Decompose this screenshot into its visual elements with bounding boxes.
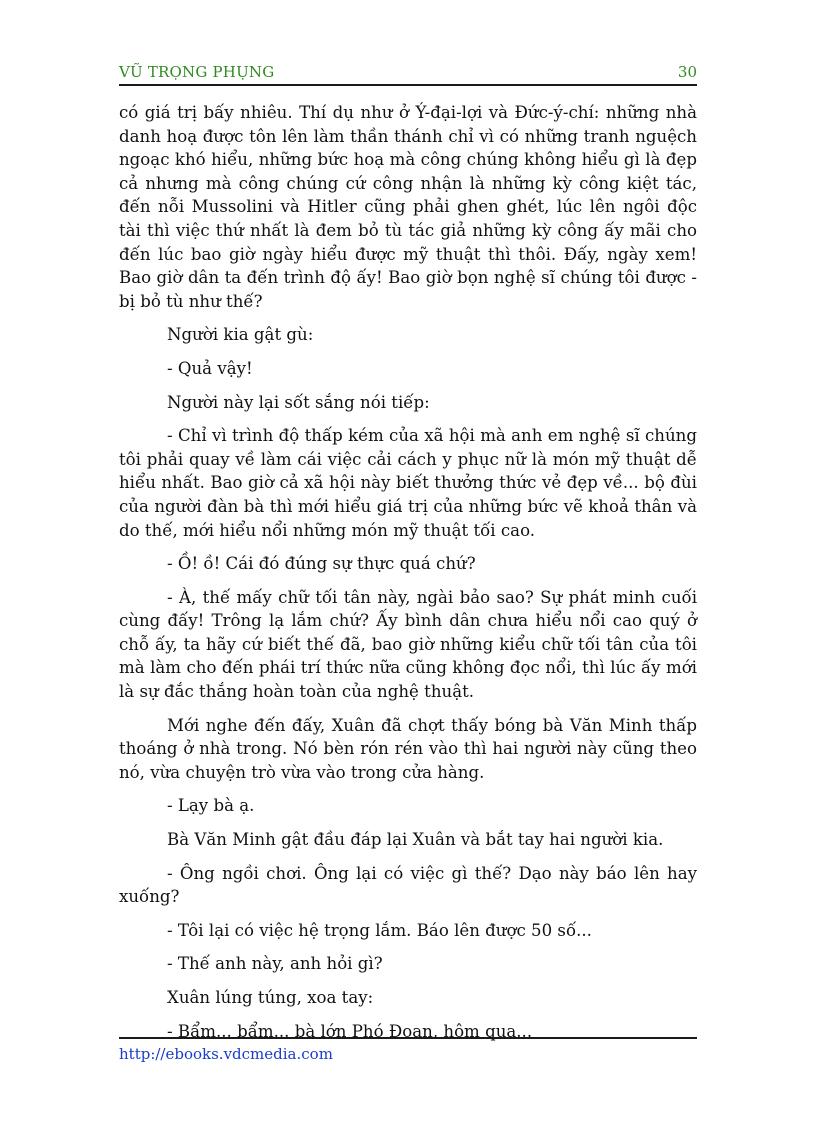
page-header [119,60,697,86]
page-footer [119,1037,697,1063]
body-text [119,101,697,1053]
paragraph: Người này lại sốt sắng nói tiếp: [167,392,430,412]
paragraph: - Thế anh này, anh hỏi gì? [167,954,383,974]
paragraph: - Tôi lại có việc hệ trọng lắm. Báo lên được 50 số... [167,920,592,940]
page-number: 30 [677,63,697,81]
paragraph: Xuân lúng túng, xoa tay: [167,988,374,1007]
paragraph: Người kia gật gù: [167,325,314,345]
paragraph: có giá trị bấy nhiêu. Thí dụ như ở Ý-đại-lợi và Đức-ý-chí: những nhà danh hoạ được tôn lên làm thần thánh chỉ vì có những tranh nguệch ngoạc khó hiểu, những bức hoạ mà công chúng không hiểu gì là đẹp cả nhưng mà công chúng cứ công nhận là những kỳ công kiệt tác, đến nỗi Mussolini và Hitler cũng phải ghen ghét, lúc lên ngôi độc tài thì việc thứ nhất là đem bỏ tù tác giả những kỳ công ấy mãi cho đến lúc bao giờ ngày hiểu được mỹ thuật thì thôi. Đấy, ngày xem! Bao giờ dân ta đến trình độ ấy! Bao giờ bọn nghệ sĩ chúng tôi được - bị bỏ tù như thế? [119,103,697,311]
paragraph: - Lạy bà ạ. [167,796,255,816]
paragraph: - Chỉ vì trình độ thấp kém của xã hội mà anh em nghệ sĩ chúng tôi phải quay về làm cái việc cải cách y phục nữ là món mỹ thuật dễ hiểu nhất. Bao giờ cả xã hội này biết thưởng thức vẻ đẹp về... bộ đùi của người đàn bà thì mới hiểu giá trị của những bức vẽ khoả thân và do thế, mới hiểu nổi những món mỹ thuật tối cao. [119,426,697,540]
running-title: VŨ TRỌNG PHỤNG [119,63,275,81]
footer-link[interactable]: http://ebooks.vdcmedia.com [119,1045,333,1063]
paragraph: - À, thế mấy chữ tối tân này, ngài bảo sao? Sự phát minh cuối cùng đấy! Trông lạ lắm chứ? Ấy bình dân chưa hiểu nổi cao quý ở chỗ ấy, ta hãy cứ biết thế đã, bao giờ những kiểu chữ tối tân của tôi mà làm cho đến phái trí thức nữa cũng không đọc nổi, thì lúc ấy mới là sự đắc thắng hoàn toàn của nghệ thuật. [119,587,697,702]
paragraph: - Ồ! ồ! Cái đó đúng sự thực quá chứ? [167,554,476,574]
paragraph: - Bẩm... bẩm... bà lớn Phó Đoan, hôm qua... [167,1021,533,1041]
paragraph: - Quả vậy! [167,358,253,378]
paragraph: Bà Văn Minh gật đầu đáp lại Xuân và bắt tay hai người kia. [167,830,664,850]
paragraph: Mới nghe đến đấy, Xuân đã chợt thấy bóng bà Văn Minh thấp thoáng ở nhà trong. Nó bèn rón rén vào thì hai người này cũng theo nó, vừa chuyện trò vừa vào trong cửa hàng. [119,715,697,782]
paragraph: - Ông ngồi chơi. Ông lại có việc gì thế? Dạo này báo lên hay xuống? [119,863,697,907]
